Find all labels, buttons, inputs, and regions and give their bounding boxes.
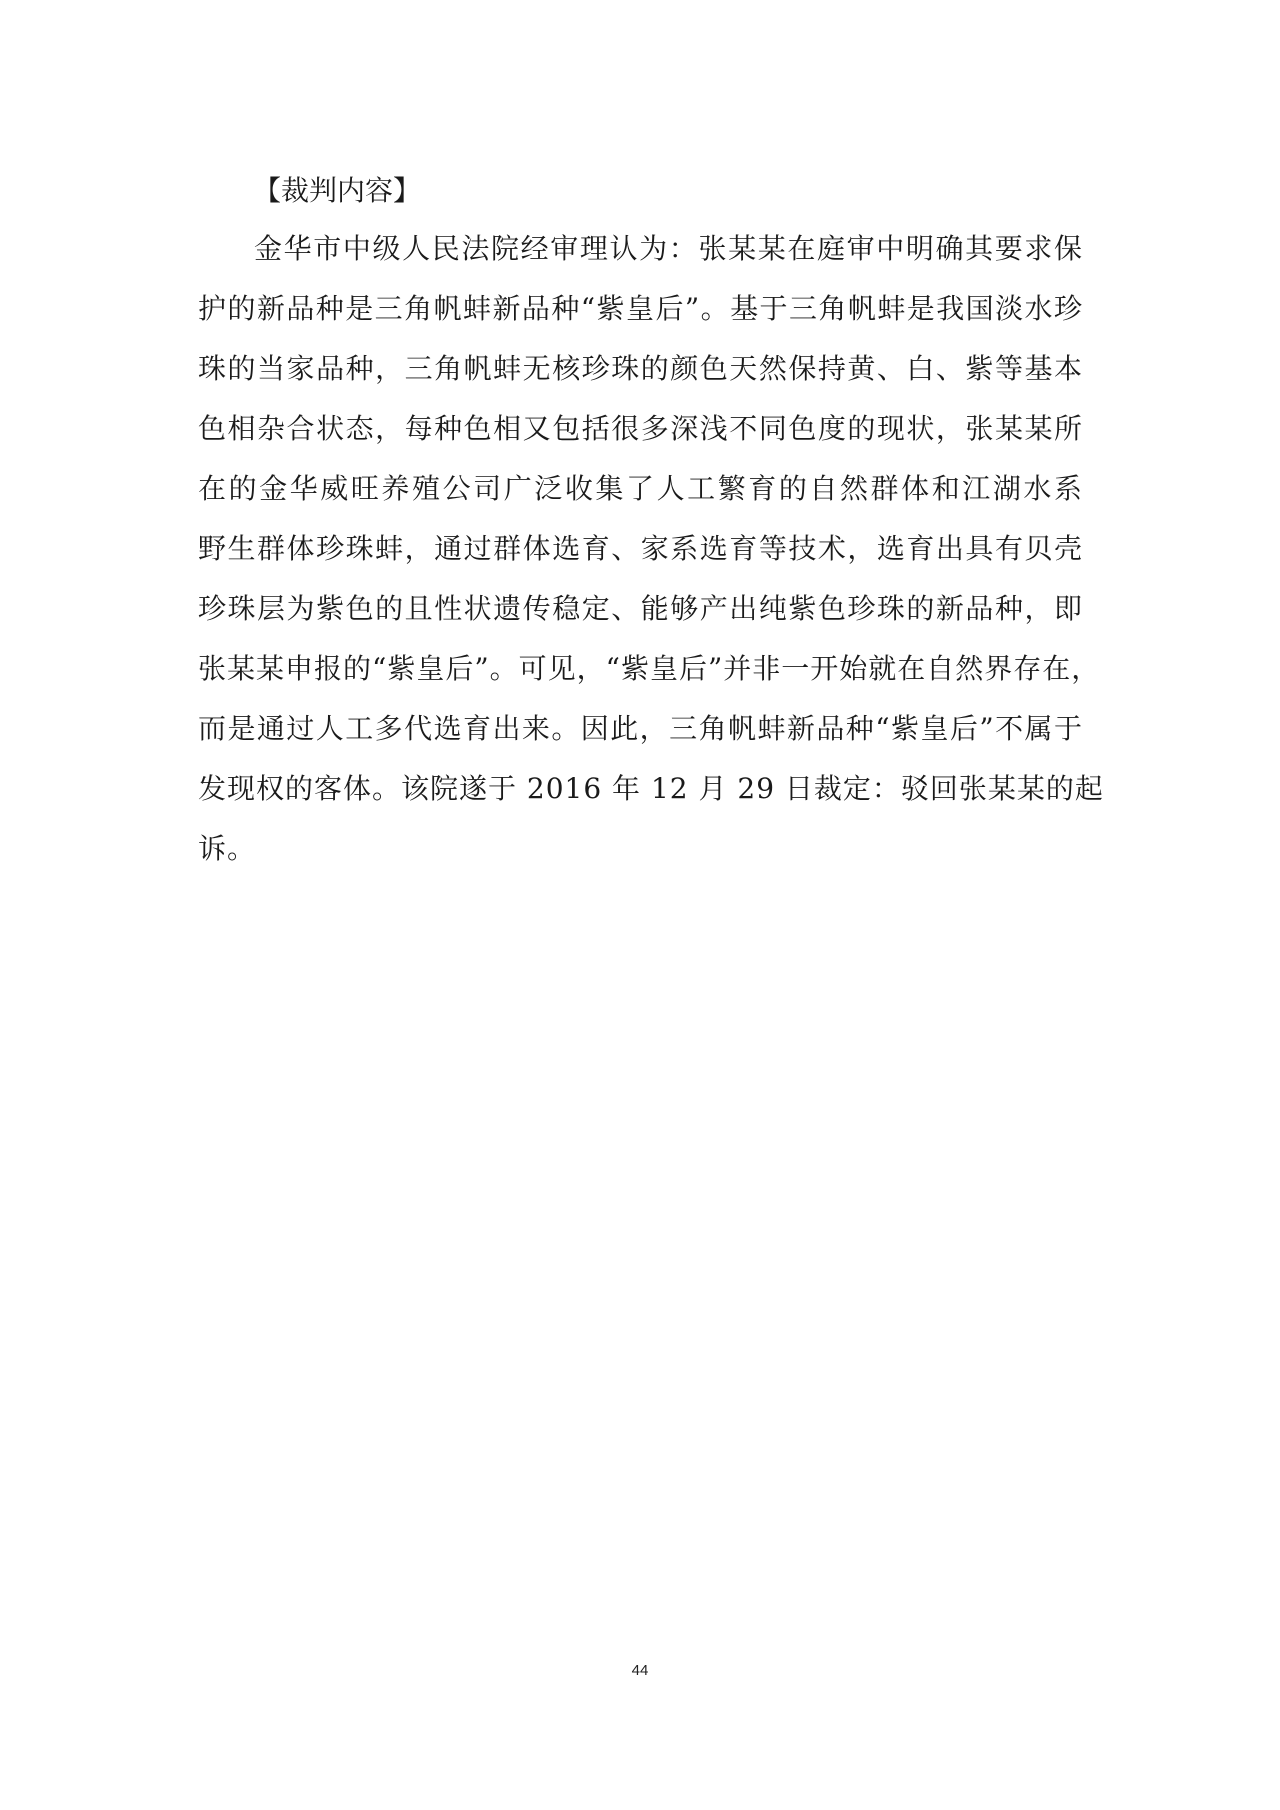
- judgment-section: [198, 163, 1104, 879]
- section-heading: 【裁判内容】: [253, 174, 422, 207]
- page-number: 44: [631, 1662, 649, 1679]
- paragraph-line: 珍珠层为紫色的且性状遗传稳定、能够产出纯紫色珍珠的新品种，即: [198, 592, 1083, 625]
- paragraph-line: 野生群体珍珠蚌，通过群体选育、家系选育等技术，选育出具有贝壳: [198, 532, 1083, 565]
- paragraph-line: 金华市中级人民法院经审理认为：张某某在庭审中明确其要求保: [254, 232, 1083, 265]
- paragraph-line: 张某某申报的“紫皇后”。可见，“紫皇后”并非一开始就在自然界存在，: [198, 652, 1101, 685]
- paragraph-line: 护的新品种是三角帆蚌新品种“紫皇后”。基于三角帆蚌是我国淡水珍: [198, 292, 1083, 325]
- paragraph-line: 而是通过人工多代选育出来。因此，三角帆蚌新品种“紫皇后”不属于: [198, 712, 1083, 745]
- paragraph-line: 色相杂合状态，每种色相又包括很多深浅不同色度的现状，张某某所: [198, 412, 1083, 445]
- paragraph-line: 发现权的客体。该院遂于 2016 年 12 月 29 日裁定：驳回张某某的起: [198, 772, 1104, 805]
- judgment-paragraph: [198, 219, 1104, 879]
- paragraph-line: 珠的当家品种，三角帆蚌无核珍珠的颜色天然保持黄、白、紫等基本: [198, 352, 1083, 385]
- paragraph-line: 诉。: [198, 832, 257, 865]
- paragraph-line: 在的金华威旺养殖公司广泛收集了人工繁育的自然群体和江湖水系: [198, 472, 1083, 505]
